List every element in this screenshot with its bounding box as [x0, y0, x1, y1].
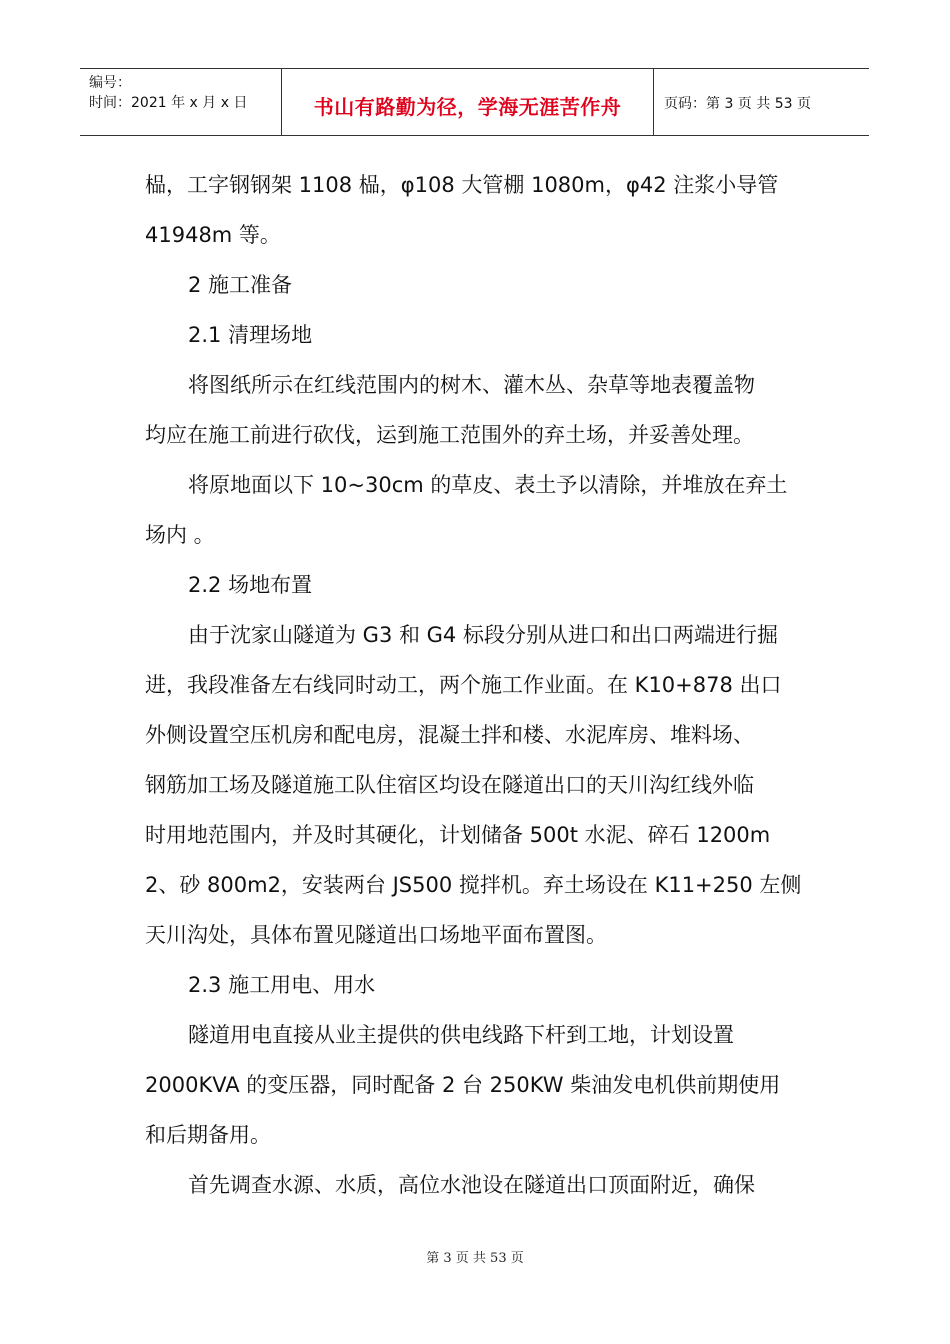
- number-label: 编号：: [89, 75, 131, 91]
- body-line: 进，我段准备左右线同时动工，两个施工作业面。在 K10+878 出口: [145, 673, 782, 697]
- subsection-heading: 2.1 清理场地: [188, 323, 313, 347]
- subsection-heading: 2.3 施工用电、用水: [188, 973, 376, 997]
- body-line: 场内 。: [145, 523, 215, 547]
- page-footer: 第 3 页 共 53 页: [426, 1251, 524, 1266]
- body-line: 天川沟处，具体布置见隧道出口场地平面布置图。: [145, 923, 607, 947]
- header-meta-cell: [80, 69, 282, 135]
- body-line: 41948m 等。: [145, 223, 281, 247]
- body-line: 时用地范围内，并及时其硬化，计划储备 500t 水泥、碎石 1200m: [145, 823, 771, 847]
- body-line: 钢筋加工场及隧道施工队住宿区均设在隧道出口的天川沟红线外临: [145, 773, 754, 797]
- body-line: 榀，工字钢钢架 1108 榀，φ108 大管棚 1080m，φ42 注浆小导管: [145, 173, 779, 197]
- body-line: 隧道用电直接从业主提供的供电线路下杆到工地，计划设置: [188, 1023, 734, 1047]
- body-line: 均应在施工前进行砍伐，运到施工范围外的弃土场，并妥善处理。: [145, 423, 754, 447]
- header-motto-cell: [282, 69, 654, 135]
- body-line: 由于沈家山隧道为 G3 和 G4 标段分别从进口和出口两端进行掘: [188, 623, 778, 647]
- document-header: [80, 68, 869, 136]
- section-heading: 2 施工准备: [188, 273, 293, 297]
- body-line: 首先调查水源、水质，高位水池设在隧道出口顶面附近，确保: [188, 1173, 755, 1197]
- header-page-cell: [654, 69, 869, 135]
- subsection-heading: 2.2 场地布置: [188, 573, 313, 597]
- body-line: 2、砂 800m2，安装两台 JS500 搅拌机。弃土场设在 K11+250 左侧: [145, 873, 802, 897]
- body-line: 外侧设置空压机房和配电房，混凝土拌和楼、水泥库房、堆料场、: [145, 723, 754, 747]
- header-page-info: 页码：第 3 页 共 53 页: [664, 96, 811, 112]
- header-motto: 书山有路勤为径，学海无涯苦作舟: [313, 95, 622, 119]
- body-line: 2000KVA 的变压器，同时配备 2 台 250KW 柴油发电机供前期使用: [145, 1073, 781, 1097]
- time-label: 时间：2021 年 x 月 x 日: [89, 95, 248, 111]
- body-line: 和后期备用。: [145, 1123, 271, 1147]
- body-line: 将图纸所示在红线范围内的树木、灌木丛、杂草等地表覆盖物: [188, 373, 755, 397]
- body-line: 将原地面以下 10~30cm 的草皮、表土予以清除，并堆放在弃土: [188, 473, 788, 497]
